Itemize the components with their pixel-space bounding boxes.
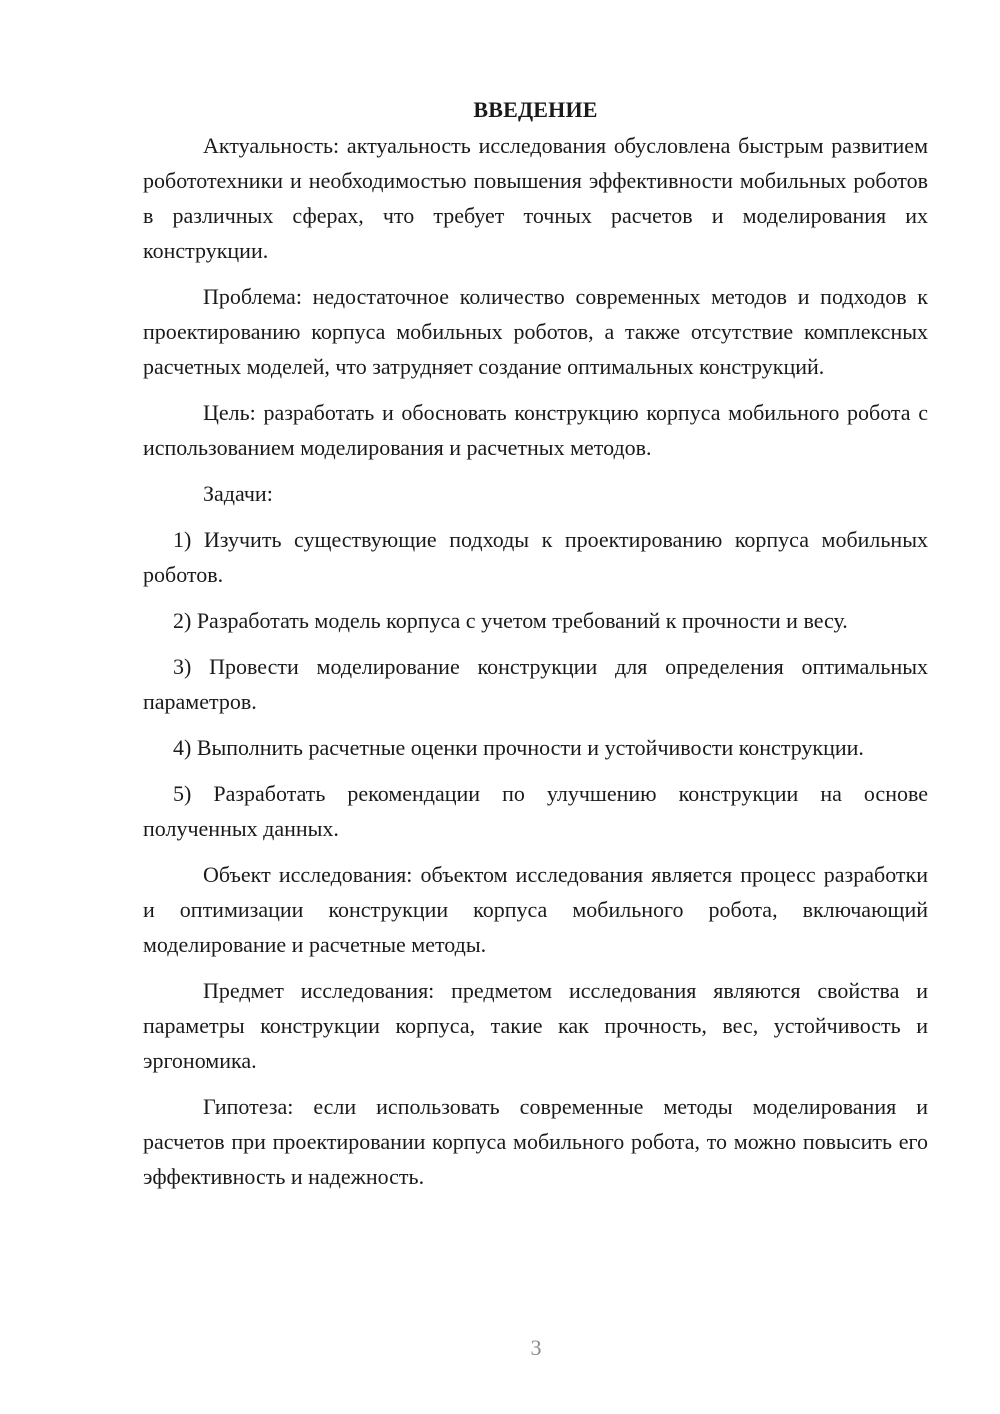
page-number: 3 [530,1335,542,1360]
task-item-1: 1) Изучить существующие подходы к проектированию корпуса мобильных роботов. [143,527,928,587]
paragraph-goal: Цель: разработать и обосновать конструкцию корпуса мобильного робота с использованием моделирования и расчетных методов. [143,400,928,460]
paragraph-object: Объект исследования: объектом исследования является процесс разработки и оптимизации конструкции корпуса мобильного робота, включающий моделирование и расчетные методы. [143,862,928,957]
paragraph-problem: Проблема: недостаточное количество современных методов и подходов к проектированию корпуса мобильных роботов, а также отсутствие комплексных расчетных моделей, что затрудняет создание оптимальных конструкций. [143,284,928,379]
task-item-5: 5) Разработать рекомендации по улучшению конструкции на основе полученных данных. [143,781,928,841]
paragraph-subject: Предмет исследования: предметом исследования являются свойства и параметры конструкции корпуса, такие как прочность, вес, устойчивость и эргономика. [143,978,928,1073]
tasks-heading: Задачи: [203,481,273,506]
paragraph-hypothesis: Гипотеза: если использовать современные методы моделирования и расчетов при проектировании корпуса мобильного робота, то можно повысить его эффективность и надежность. [143,1094,928,1189]
task-item-3: 3) Провести моделирование конструкции для определения оптимальных параметров. [143,654,928,714]
paragraph-relevance: Актуальность: актуальность исследования обусловлена быстрым развитием робототехники и необходимостью повышения эффективности мобильных роботов в различных сферах, что требует точных расчетов и моделирования их конструкции. [143,133,928,263]
task-item-2: 2) Разработать модель корпуса с учетом требований к прочности и весу. [173,608,848,633]
page-content [143,92,928,1194]
task-item-4: 4) Выполнить расчетные оценки прочности и устойчивости конструкции. [173,735,864,760]
section-heading: ВВЕДЕНИЕ [473,97,598,122]
